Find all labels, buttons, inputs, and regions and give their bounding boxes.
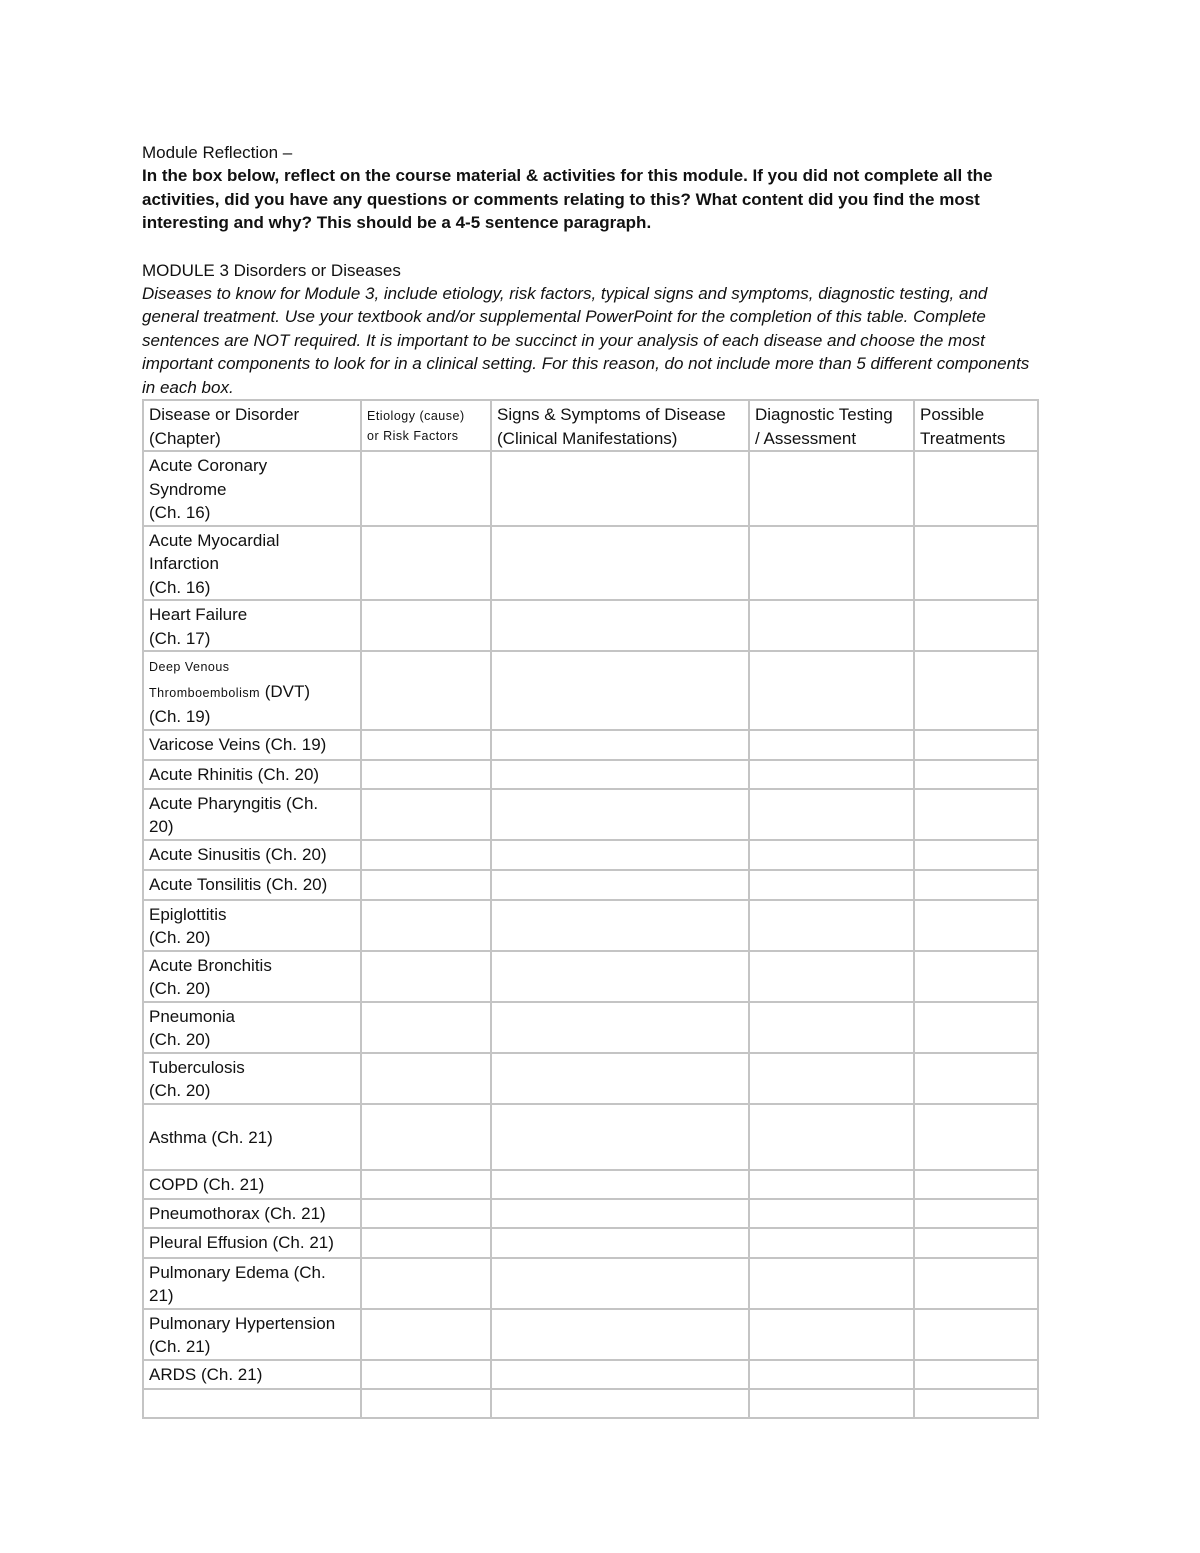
- signs-symptoms-cell[interactable]: [491, 1104, 749, 1170]
- table-row: [143, 789, 1038, 840]
- signs-symptoms-cell[interactable]: [491, 840, 749, 870]
- etiology-cell[interactable]: [361, 1199, 491, 1228]
- signs-symptoms-cell[interactable]: [491, 730, 749, 760]
- dvt-line-1: Deep Venous: [149, 660, 230, 674]
- diagnostic-cell[interactable]: [749, 730, 914, 760]
- diagnostic-cell[interactable]: [749, 1389, 914, 1418]
- etiology-cell[interactable]: [361, 951, 491, 1002]
- treatment-cell[interactable]: [914, 840, 1038, 870]
- treatment-cell[interactable]: [914, 1309, 1038, 1360]
- etiology-cell[interactable]: [361, 1389, 491, 1418]
- disease-name-cell: Pulmonary Hypertension (Ch. 21): [143, 1309, 361, 1360]
- etiology-cell[interactable]: [361, 651, 491, 730]
- signs-symptoms-cell[interactable]: [491, 600, 749, 651]
- signs-symptoms-cell[interactable]: [491, 789, 749, 840]
- treatment-cell[interactable]: [914, 651, 1038, 730]
- table-row: [143, 1199, 1038, 1228]
- table-row: [143, 900, 1038, 951]
- etiology-cell[interactable]: [361, 1360, 491, 1389]
- diagnostic-cell[interactable]: [749, 840, 914, 870]
- signs-symptoms-cell[interactable]: [491, 651, 749, 730]
- disease-name-cell: Acute Tonsilitis (Ch. 20): [143, 870, 361, 900]
- diagnostic-cell[interactable]: [749, 900, 914, 951]
- treatment-cell[interactable]: [914, 1258, 1038, 1309]
- treatment-cell[interactable]: [914, 1228, 1038, 1258]
- etiology-cell[interactable]: [361, 1258, 491, 1309]
- disease-name-cell: Asthma (Ch. 21): [143, 1104, 361, 1170]
- table-row: [143, 1228, 1038, 1258]
- signs-symptoms-cell[interactable]: [491, 1309, 749, 1360]
- treatment-cell[interactable]: [914, 526, 1038, 601]
- diagnostic-cell[interactable]: [749, 1228, 914, 1258]
- table-row: [143, 1360, 1038, 1389]
- signs-symptoms-cell[interactable]: [491, 1002, 749, 1053]
- signs-symptoms-cell[interactable]: [491, 870, 749, 900]
- table-row: [143, 651, 1038, 730]
- disease-name-cell: Pneumonia (Ch. 20): [143, 1002, 361, 1053]
- disease-name-cell: Pleural Effusion (Ch. 21): [143, 1228, 361, 1258]
- disease-name-cell: Acute Rhinitis (Ch. 20): [143, 760, 361, 789]
- reflection-instructions: In the box below, reflect on the course material & activities for this module. If you did not complete all the activities, did you have any questions or comments relating to this? What content did you find the most interesting and why? This should be a 4-5 sentence paragraph.: [142, 166, 993, 232]
- diagnostic-cell[interactable]: [749, 789, 914, 840]
- signs-symptoms-cell[interactable]: [491, 760, 749, 789]
- diagnostic-cell[interactable]: [749, 651, 914, 730]
- signs-symptoms-cell[interactable]: [491, 1389, 749, 1418]
- diagnostic-cell[interactable]: [749, 951, 914, 1002]
- table-row: [143, 951, 1038, 1002]
- signs-symptoms-cell[interactable]: [491, 1258, 749, 1309]
- disease-name-cell: ARDS (Ch. 21): [143, 1360, 361, 1389]
- disease-name-cell: Acute Pharyngitis (Ch. 20): [143, 789, 361, 840]
- disease-name-cell: Acute Sinusitis (Ch. 20): [143, 840, 361, 870]
- module-instructions: Diseases to know for Module 3, include etiology, risk factors, typical signs and symptoms, diagnostic testing, and general treatment. Use your textbook and/or supplemental PowerPoint for the completion of this table. Complete sentences are NOT required. It is important to be succinct in your analysis of each disease and choose the most important components to look for in a clinical setting. For this reason, do not include more than 5 different components in each box.: [142, 283, 1030, 397]
- signs-symptoms-cell[interactable]: [491, 1360, 749, 1389]
- signs-symptoms-cell[interactable]: [491, 526, 749, 601]
- disease-name-cell: Acute Myocardial Infarction (Ch. 16): [143, 526, 361, 601]
- etiology-cell[interactable]: [361, 870, 491, 900]
- dvt-line-2: Thromboembolism: [149, 685, 261, 700]
- disease-name-cell: [143, 1389, 361, 1418]
- table-row: [143, 730, 1038, 760]
- table-row: [143, 451, 1038, 526]
- table-row: [143, 1053, 1038, 1104]
- signs-symptoms-cell[interactable]: [491, 1228, 749, 1258]
- etiology-cell[interactable]: [361, 526, 491, 601]
- disease-name-cell: Acute Coronary Syndrome (Ch. 16): [143, 451, 361, 526]
- disease-name-cell: Acute Bronchitis (Ch. 20): [143, 951, 361, 1002]
- header-treatments: Possible Treatments: [914, 400, 1038, 451]
- treatment-cell[interactable]: [914, 1360, 1038, 1389]
- header-etiology: Etiology (cause) or Risk Factors: [361, 400, 491, 451]
- dvt-abbrev: (DVT): [260, 681, 311, 701]
- table-row: [143, 1002, 1038, 1053]
- signs-symptoms-cell[interactable]: [491, 1170, 749, 1199]
- etiology-cell[interactable]: [361, 1228, 491, 1258]
- header-signs-symptoms: Signs & Symptoms of Disease (Clinical Manifestations): [491, 400, 749, 451]
- table-row: [143, 760, 1038, 789]
- treatment-cell[interactable]: [914, 1170, 1038, 1199]
- table-row: [143, 1170, 1038, 1199]
- diagnostic-cell[interactable]: [749, 1309, 914, 1360]
- treatment-cell[interactable]: [914, 870, 1038, 900]
- etiology-cell[interactable]: [361, 1170, 491, 1199]
- table-row: [143, 1309, 1038, 1360]
- treatment-cell[interactable]: [914, 951, 1038, 1002]
- disease-name-cell: Varicose Veins (Ch. 19): [143, 730, 361, 760]
- dvt-chapter: (Ch. 19): [149, 707, 211, 726]
- etiology-cell[interactable]: [361, 760, 491, 789]
- diagnostic-cell[interactable]: [749, 600, 914, 651]
- treatment-cell[interactable]: [914, 451, 1038, 526]
- etiology-cell[interactable]: [361, 1002, 491, 1053]
- diagnostic-cell[interactable]: [749, 1053, 914, 1104]
- treatment-cell[interactable]: [914, 1053, 1038, 1104]
- table-row: [143, 600, 1038, 651]
- diagnostic-cell[interactable]: [749, 1170, 914, 1199]
- etiology-cell[interactable]: [361, 789, 491, 840]
- disease-name-cell: Epiglottitis (Ch. 20): [143, 900, 361, 951]
- table-row: [143, 1389, 1038, 1418]
- treatment-cell[interactable]: [914, 600, 1038, 651]
- diagnostic-cell[interactable]: [749, 451, 914, 526]
- table-row: [143, 1258, 1038, 1309]
- etiology-cell[interactable]: [361, 840, 491, 870]
- etiology-cell[interactable]: [361, 900, 491, 951]
- treatment-cell[interactable]: [914, 730, 1038, 760]
- document-page: [142, 141, 1038, 1419]
- table-row: [143, 840, 1038, 870]
- treatment-cell[interactable]: [914, 789, 1038, 840]
- treatment-cell[interactable]: [914, 1002, 1038, 1053]
- diagnostic-cell[interactable]: [749, 526, 914, 601]
- reflection-title: Module Reflection –: [142, 143, 293, 162]
- diagnostic-cell[interactable]: [749, 870, 914, 900]
- etiology-cell[interactable]: [361, 1053, 491, 1104]
- disease-name-cell: Heart Failure (Ch. 17): [143, 600, 361, 651]
- diagnostic-cell[interactable]: [749, 1199, 914, 1228]
- disease-name-cell: Tuberculosis (Ch. 20): [143, 1053, 361, 1104]
- table-row: [143, 526, 1038, 601]
- diagnostic-cell[interactable]: [749, 1360, 914, 1389]
- signs-symptoms-cell[interactable]: [491, 1053, 749, 1104]
- module-title: MODULE 3 Disorders or Diseases: [142, 260, 401, 280]
- header-disease: Disease or Disorder (Chapter): [143, 400, 361, 451]
- disease-name-cell: COPD (Ch. 21): [143, 1170, 361, 1199]
- etiology-cell[interactable]: [361, 451, 491, 526]
- signs-symptoms-cell[interactable]: [491, 951, 749, 1002]
- disease-name-cell: Pneumothorax (Ch. 21): [143, 1199, 361, 1228]
- diagnostic-cell[interactable]: [749, 1258, 914, 1309]
- etiology-cell[interactable]: [361, 1309, 491, 1360]
- signs-symptoms-cell[interactable]: [491, 900, 749, 951]
- disease-name-cell: Pulmonary Edema (Ch. 21): [143, 1258, 361, 1309]
- etiology-cell[interactable]: [361, 1104, 491, 1170]
- treatment-cell[interactable]: [914, 1389, 1038, 1418]
- disease-table: [142, 399, 1039, 1419]
- treatment-cell[interactable]: [914, 1199, 1038, 1228]
- table-header-row: [143, 400, 1038, 451]
- signs-symptoms-cell[interactable]: [491, 451, 749, 526]
- table-row: [143, 1104, 1038, 1170]
- etiology-cell[interactable]: [361, 600, 491, 651]
- diagnostic-cell[interactable]: [749, 760, 914, 789]
- header-diagnostic-testing: Diagnostic Testing / Assessment: [749, 400, 914, 451]
- signs-symptoms-cell[interactable]: [491, 1199, 749, 1228]
- treatment-cell[interactable]: [914, 900, 1038, 951]
- diagnostic-cell[interactable]: [749, 1104, 914, 1170]
- diagnostic-cell[interactable]: [749, 1002, 914, 1053]
- table-row: [143, 870, 1038, 900]
- disease-name-cell: [143, 651, 361, 730]
- treatment-cell[interactable]: [914, 1104, 1038, 1170]
- treatment-cell[interactable]: [914, 760, 1038, 789]
- etiology-cell[interactable]: [361, 730, 491, 760]
